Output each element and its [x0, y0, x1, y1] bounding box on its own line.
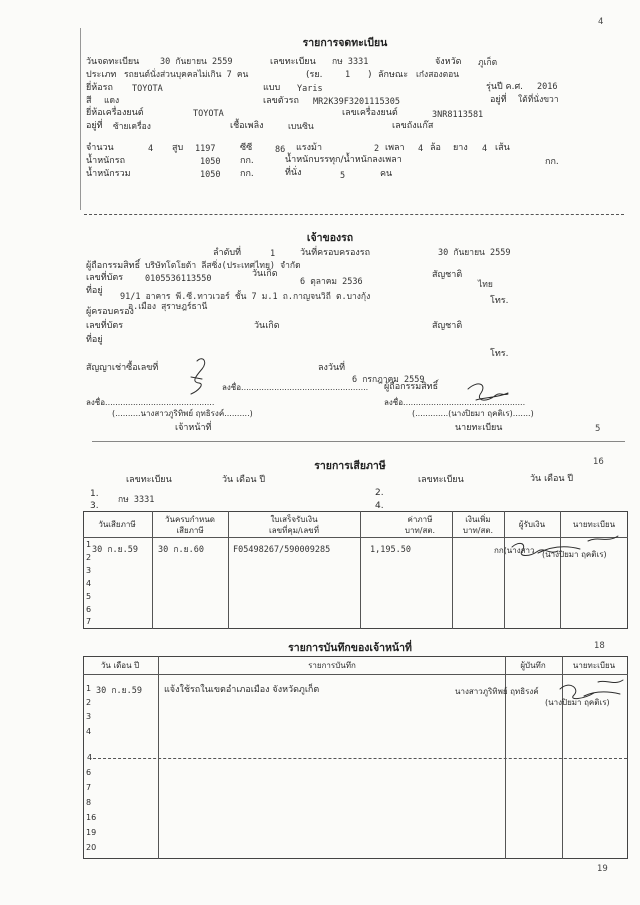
tax-head-date-2: วัน เดือน ปี [530, 474, 574, 484]
tire-label: ยาง [453, 143, 468, 153]
sequence-label: ลำดับที่ [213, 248, 242, 258]
color-label: สี [86, 96, 92, 106]
engine-number: 3NR8113581 [432, 110, 484, 120]
reg-date: 30 กันยายน 2559 [160, 57, 233, 67]
chassis-label: เลขตัวรถ [263, 96, 299, 106]
notes-row-no: 16 [86, 813, 97, 822]
notes-row-no: 2 [86, 698, 92, 707]
weight-label: น้ำหนักรถ [86, 156, 126, 166]
plate-label: เลขทะเบียน [270, 57, 316, 67]
tire-unit: เส้น [495, 143, 510, 153]
tax-col-header: เสียภาษี [176, 526, 204, 535]
notes-col-header: รายการบันทึก [308, 661, 356, 670]
tax-entry-no: 2. [375, 488, 384, 498]
fuel-label: เชื้อเพลิง [230, 121, 264, 131]
wheel-unit: ล้อ [430, 143, 441, 153]
wheels: 4 [418, 144, 424, 154]
tax-col-header: วันเสียภาษี [98, 520, 136, 529]
possession-date: 30 กันยายน 2559 [438, 248, 511, 258]
notes-record: แจ้งใช้รถในเขตอำเภอเมือง จังหวัดภูเก็ต [164, 685, 320, 695]
tax-col-rule [152, 511, 153, 629]
tax-col-rule [360, 511, 361, 629]
axles: 2 [374, 144, 380, 154]
engine-brand: TOYOTA [193, 109, 224, 119]
notes-row-no: 8 [86, 798, 92, 807]
contract-date: 6 กรกฎาคม 2559 [352, 375, 425, 385]
notes-row-no: 3 [86, 712, 92, 721]
body-style: เก๋งสองตอน [416, 70, 460, 80]
model-label: แบบ [263, 83, 281, 93]
fuel: เบนซิน [288, 122, 314, 132]
tax-registrar: (นางปิยมา ฤคติเร) [542, 550, 607, 559]
page-edge-line [80, 28, 81, 210]
class-no: 1 [345, 70, 351, 80]
tax-col-rule [504, 511, 505, 629]
hp-unit: แรงม้า [296, 143, 323, 153]
seats-label: ที่นั่ง [285, 168, 302, 178]
tax-row-no: 6 [86, 605, 92, 614]
section-divider [92, 441, 625, 442]
tax-entry-no: 1. [90, 489, 99, 499]
tax-row-no: 2 [86, 553, 92, 562]
holder-label: ผู้ถือกรรมสิทธิ์ [86, 261, 141, 271]
tax-col-header: ผู้รับเงิน [518, 520, 546, 529]
holder-signature-line: ลงชื่อ.................................................. [222, 383, 369, 392]
possessor-id-label: เลขที่บัตร [86, 321, 124, 331]
sequence: 1 [270, 249, 276, 259]
class-open: (รย. [306, 70, 323, 80]
id-label: เลขที่บัตร [86, 273, 124, 283]
kg-unit: กก. [240, 156, 254, 166]
engine-brand-label: ยี่ห้อเครื่องยนต์ [86, 108, 144, 118]
chassis-number: MR2K39F3201115305 [313, 97, 400, 107]
tax-entry-plate: กษ 3331 [118, 495, 155, 505]
tires: 4 [482, 144, 488, 154]
province: ภูเก็ต [478, 58, 498, 68]
cylinder-unit: สูบ [172, 143, 184, 153]
holder-address-line2: อ.เมือง สุราษฎร์ธานี [128, 302, 208, 312]
page-marker-top: 4 [598, 17, 604, 27]
possession-date-label: วันที่ครอบครองรถ [300, 248, 371, 258]
notes-registrar: (นางปิยมา ฤคติเร) [545, 698, 610, 707]
province-label: จังหวัด [435, 57, 462, 67]
engine-location: ซ้ายเครื่อง [113, 122, 151, 132]
tax-table [83, 511, 628, 629]
birth-label: วันเกิด [252, 269, 278, 279]
chassis-location-label: อยู่ที่ [490, 95, 507, 105]
notes-header-rule [83, 674, 628, 675]
tax-due-date: 30 ก.ย.60 [158, 545, 204, 555]
notes-row-no: 20 [86, 843, 97, 852]
tax-col-rule [452, 511, 453, 629]
type-label: ประเภท [86, 70, 117, 80]
tax-col-header: ค่าภาษี [407, 515, 433, 524]
tax-receiver: กก(นางสาว [494, 546, 535, 555]
possessor-address-label: ที่อยู่ [86, 335, 103, 345]
tax-amount: 1,195.50 [370, 545, 411, 555]
brand-label: ยี่ห้อรถ [86, 83, 113, 93]
holder-name: บริษัทโตโยต้า ลีสซิ่ง(ประเทศไทย) จำกัด [145, 261, 301, 271]
notes-row-no: 1 [86, 684, 92, 693]
tax-head-plate-1: เลขทะเบียน [126, 475, 172, 485]
model-year: 2016 [537, 82, 558, 92]
tax-col-header: เงินเพิ่ม [465, 515, 491, 524]
holder-signature-mark [191, 359, 205, 394]
gross-weight-label: น้ำหนักรวม [86, 169, 131, 179]
tax-row-no: 1 [86, 540, 92, 549]
reg-date-label: วันจดทะเบียน [86, 57, 140, 67]
seats: 5 [340, 171, 346, 181]
tax-col-rule [560, 511, 561, 629]
tax-table-header-rule [83, 537, 628, 538]
registrar-name: (.............(นางปิยมา ฤคติเร).......) [412, 409, 534, 418]
notes-date: 30 ก.ย.59 [96, 686, 142, 696]
tax-col-header: ใบเสร็จรับเงิน [270, 515, 318, 524]
staff-name: (..........นางสาวภูริทิพย์ ฤทธิรงค์..........) [112, 409, 253, 418]
vehicle-color: แดง [104, 96, 120, 106]
possessor-nationality-label: สัญชาติ [432, 321, 463, 331]
tax-col-rule [228, 511, 229, 629]
holder-birth: 6 ตุลาคม 2536 [300, 277, 363, 287]
engine-cc: 1197 [195, 144, 216, 154]
horsepower: 86 [275, 145, 286, 155]
contract-label: สัญญาเช่าซื้อเลขที่ [86, 363, 159, 373]
tel-label: โทร. [490, 296, 509, 306]
notes-row-no: 19 [86, 828, 97, 837]
engine-no-label: เลขเครื่องยนต์ [342, 108, 398, 118]
notes-col-header: นายทะเบียน [572, 661, 616, 670]
body-label: ลักษณะ [378, 70, 409, 80]
tax-head-date-1: วัน เดือน ปี [222, 475, 266, 485]
notes-row-no: 4 [87, 753, 93, 762]
model: Yaris [297, 84, 323, 94]
page-marker-notes: 18 [594, 641, 605, 651]
notes-col-header: ผู้บันทึก [520, 661, 546, 670]
holder-nationality: ไทย [478, 280, 493, 290]
staff-role: เจ้าหน้าที่ [175, 423, 212, 433]
class-close: ) [368, 70, 372, 80]
notes-col-header: วัน เดือน ปี [100, 661, 140, 670]
tax-head-plate-2: เลขทะเบียน [418, 475, 464, 485]
tax-col-header: บาท/สต. [462, 526, 494, 535]
gas-tank-label: เลขถังแก๊ส [392, 121, 434, 131]
tax-row-no: 7 [86, 617, 92, 626]
staff-signature-line: ลงชื่อ........................................... [86, 398, 215, 407]
tax-row-no: 4 [86, 579, 92, 588]
load-label: น้ำหนักบรรทุก/น้ำหนักลงเพลา [285, 155, 402, 165]
possessor-label: ผู้ครอบครอง [86, 307, 134, 317]
seats-unit: คน [380, 169, 393, 179]
registration-title: รายการจดทะเบียน [302, 37, 388, 49]
tax-col-header: วันครบกำหนด [165, 515, 215, 524]
engine-location-label: อยู่ที่ [86, 121, 103, 131]
page-marker-bottom: 19 [597, 864, 608, 874]
kg-unit: กก. [240, 169, 254, 179]
year-label: รุ่นปี ค.ศ. [486, 82, 524, 92]
vehicle-type: รถยนต์นั่งส่วนบุคคลไม่เกิน 7 คน [124, 70, 249, 80]
tax-col-header: เลขที่คุม/เลขที่ [268, 526, 320, 535]
page-marker-owner: 5 [595, 424, 601, 434]
notes-title: รายการบันทึกของเจ้าหน้าที่ [288, 642, 412, 654]
tax-title: รายการเสียภาษี [314, 460, 386, 472]
kg-unit: กก. [545, 157, 559, 167]
cc-unit: ซีซี [240, 143, 253, 153]
cylinders: 4 [148, 144, 154, 154]
tax-col-header: บาท/สต. [404, 526, 436, 535]
tax-col-header: นายทะเบียน [572, 520, 616, 529]
page-marker-tax: 16 [593, 457, 604, 467]
section-divider [84, 214, 624, 215]
vehicle-weight: 1050 [200, 157, 221, 167]
notes-dashed-rule [88, 758, 627, 759]
contract-date-label: ลงวันที่ [318, 363, 346, 373]
tax-receipt-no: F05498267/590009285 [233, 545, 331, 555]
holder-role: ผู้ถือกรรมสิทธิ์ [384, 382, 439, 392]
tax-entry-no: 4. [375, 501, 384, 511]
nationality-label: สัญชาติ [432, 270, 463, 280]
registrar-role: นายทะเบียน [455, 423, 503, 433]
cylinder-label: จำนวน [86, 143, 114, 153]
possessor-tel-label: โทร. [490, 349, 509, 359]
plate: กษ 3331 [332, 57, 369, 67]
registrar-signature-line: ลงชื่อ................................................ [384, 398, 526, 407]
notes-row-no: 6 [86, 768, 92, 777]
tax-row-no: 5 [86, 592, 92, 601]
chassis-location: ใต้ที่นั่งขวา [518, 95, 559, 105]
notes-recorder: นางสาวภูริทิพย์ ฤทธิรงค์ [455, 687, 539, 696]
possessor-birth-label: วันเกิด [254, 321, 280, 331]
tax-entry-no: 3. [90, 501, 99, 511]
holder-address-line1: 91/1 อาคาร พี.ซี.ทาวเวอร์ ชั้น 7 ม.1 ถ.กาญจนวิถี ต.บางกุ้ง [120, 292, 371, 302]
notes-row-no: 7 [86, 783, 92, 792]
axle-unit: เพลา [385, 143, 405, 153]
holder-id: 0105536113550 [145, 274, 212, 284]
address-label: ที่อยู่ [86, 286, 103, 296]
tax-paid-date: 30 ก.ย.59 [92, 545, 138, 555]
gross-weight: 1050 [200, 170, 221, 180]
brand: TOYOTA [132, 84, 163, 94]
tax-row-no: 3 [86, 566, 92, 575]
owner-title: เจ้าของรถ [306, 232, 354, 244]
notes-row-no: 4 [86, 727, 92, 736]
